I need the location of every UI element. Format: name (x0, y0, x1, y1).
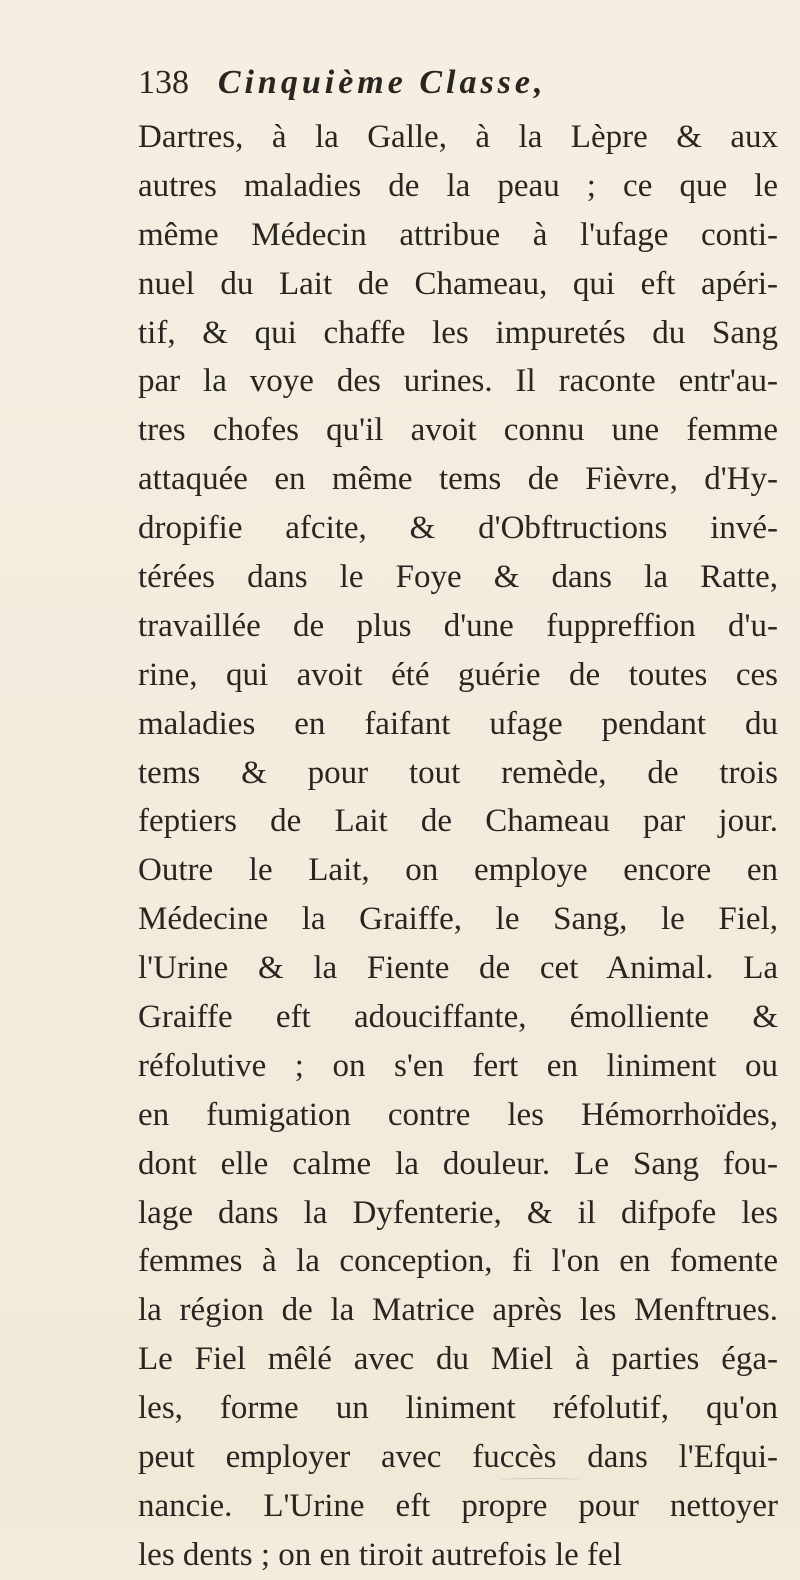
text-line: nancie. L'Urine eft propre pour nettoyer (138, 1487, 778, 1524)
text-line: Le Fiel mêlé avec du Miel à parties éga- (138, 1341, 778, 1378)
text-line: attaquée en même tems de Fièvre, d'Hy- (138, 461, 778, 498)
text-line: nuel du Lait de Chameau, qui eft apéri- (138, 265, 778, 302)
text-line: peut employer avec fuccès dans l'Efqui- (138, 1439, 778, 1476)
text-line: l'Urine & la Fiente de cet Animal. La (138, 950, 778, 987)
text-line: tres chofes qu'il avoit connu une femme (138, 412, 778, 449)
text-line: travaillée de plus d'une fuppreffion d'u- (138, 607, 778, 644)
page-header (138, 62, 547, 103)
text-line: lage dans la Dyfenterie, & il difpofe les (138, 1194, 778, 1231)
text-line: Graiffe eft adouciffante, émolliente & (138, 999, 778, 1036)
text-line: térées dans le Foye & dans la Ratte, (138, 559, 778, 596)
text-line: la région de la Matrice après les Menftrues. (138, 1292, 778, 1329)
text-line: maladies en faifant ufage pendant du (138, 705, 778, 742)
body-text (138, 113, 778, 1580)
text-line: même Médecin attribue à l'ufage conti- (138, 216, 778, 253)
running-head: Cinquième Classe, (217, 64, 547, 101)
text-line: réfolutive ; on s'en fert en liniment ou (138, 1047, 778, 1084)
text-line: Dartres, à la Galle, à la Lèpre & aux (138, 119, 778, 155)
text-line: les dents ; on en tiroit autrefois le fel (138, 1536, 622, 1573)
text-line: Outre le Lait, on employe encore en (138, 852, 778, 889)
ink-mark (500, 1478, 580, 1482)
text-line: tems & pour tout remède, de trois (138, 754, 778, 791)
text-line: rine, qui avoit été guérie de toutes ces (138, 656, 778, 693)
text-line: dropifie afcite, & d'Obftructions invé- (138, 510, 778, 547)
text-line: autres maladies de la peau ; ce que le (138, 167, 778, 204)
text-line: par la voye des urines. Il raconte entr'au- (138, 363, 778, 400)
text-line: feptiers de Lait de Chameau par jour. (138, 803, 778, 840)
text-line: dont elle calme la douleur. Le Sang fou- (138, 1145, 778, 1182)
text-line: Médecine la Graiffe, le Sang, le Fiel, (138, 901, 778, 938)
text-line: en fumigation contre les Hémorrhoïdes, (138, 1096, 778, 1133)
text-line: les, forme un liniment réfolutif, qu'on (138, 1390, 778, 1427)
text-line: femmes à la conception, fi l'on en fomente (138, 1243, 778, 1280)
page-number: 138 (138, 64, 189, 101)
text-line: tif, & qui chaffe les impuretés du Sang (138, 314, 778, 351)
